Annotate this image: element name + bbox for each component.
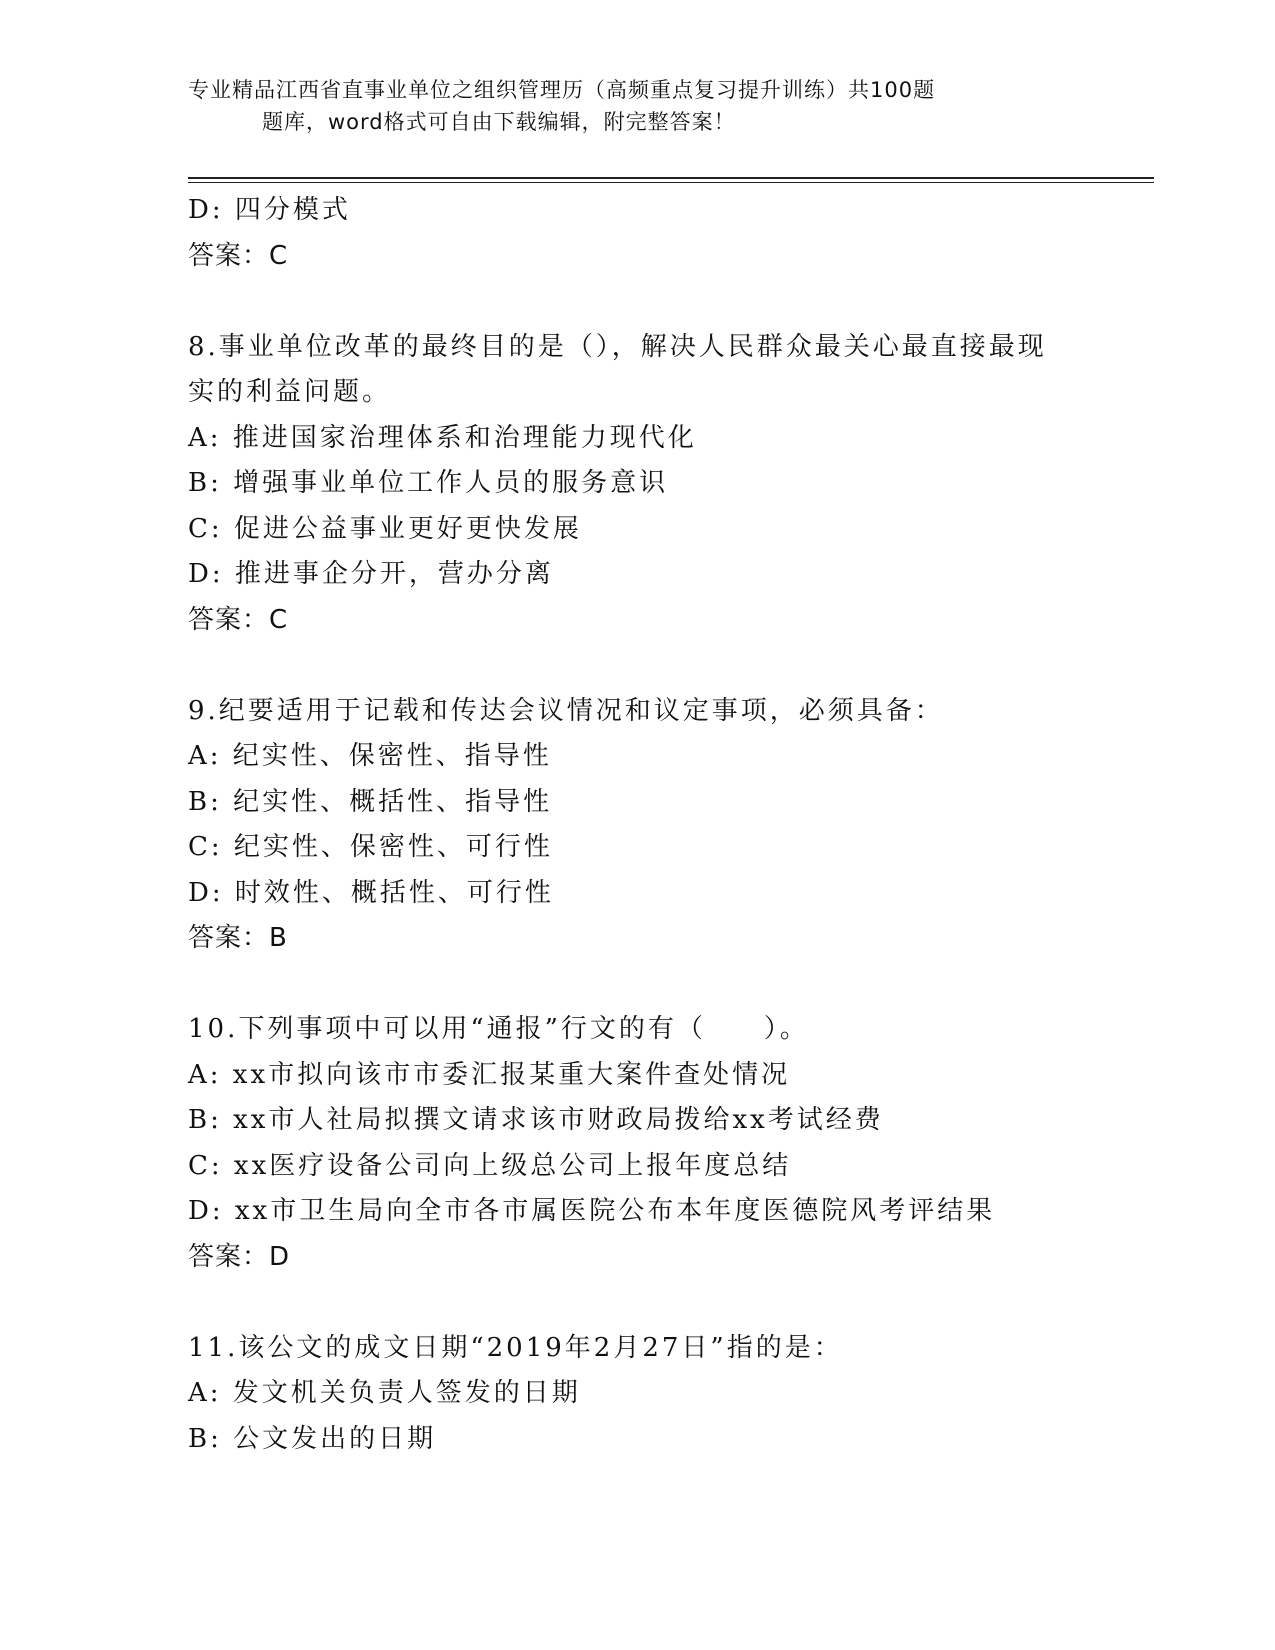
question-block-11 — [188, 1326, 1088, 1463]
header-divider — [188, 177, 1154, 183]
option-a: A: 发文机关负责人签发的日期 — [188, 1378, 581, 1408]
answer-line: 答案：C — [188, 604, 289, 635]
answer-line: 答案：B — [188, 923, 288, 953]
spacer — [188, 279, 1088, 325]
option-d: D: 四分模式 — [188, 195, 351, 225]
option-b: B: xx市人社局拟撰文请求该市财政局拨给xx考试经费 — [188, 1105, 884, 1135]
option-c: C: xx医疗设备公司向上级总公司上报年度总结 — [188, 1150, 792, 1181]
page-header — [188, 74, 1088, 138]
spacer — [188, 643, 1088, 689]
question-stem: 11.该公文的成文日期“2019年2月27日”指的是： — [188, 1332, 843, 1363]
answer-line: 答案：D — [188, 1241, 291, 1272]
header-title-line1: 专业精品江西省直事业单位之组织管理历（高频重点复习提升训练）共100题 — [188, 78, 936, 102]
question-stem: 9.纪要适用于记载和传达会议情况和议定事项，必须具备： — [188, 695, 944, 726]
option-c: C: 促进公益事业更好更快发展 — [188, 513, 582, 544]
question-stem: 8.事业单位改革的最终目的是（），解决人民群众最关心最直接最现 — [188, 331, 1047, 362]
option-c: C: 纪实性、保密性、可行性 — [188, 832, 553, 862]
option-b: B: 纪实性、概括性、指导性 — [188, 786, 553, 817]
question-block-10 — [188, 1007, 1088, 1280]
option-d: D: xx市卫生局向全市各市属医院公布本年度医德院风考评结果 — [188, 1196, 996, 1226]
question-block-8 — [188, 325, 1088, 644]
option-b: B: 增强事业单位工作人员的服务意识 — [188, 468, 669, 498]
option-d: D: 推进事企分开，营办分离 — [188, 559, 554, 589]
question-stem: 10.下列事项中可以用“通报”行文的有（ ）。 — [188, 1014, 809, 1044]
option-a: A: 推进国家治理体系和治理能力现代化 — [188, 422, 697, 453]
question-stem-continued: 实的利益问题。 — [188, 377, 392, 407]
option-b: B: 公文发出的日期 — [188, 1423, 437, 1454]
question-list — [188, 188, 1088, 1462]
option-a: A: xx市拟向该市市委汇报某重大案件查处情况 — [188, 1059, 791, 1090]
header-title-line2: 题库，word格式可自由下载编辑，附完整答案！ — [262, 110, 736, 134]
spacer — [188, 1280, 1088, 1326]
question-block-9 — [188, 689, 1088, 962]
option-a: A: 纪实性、保密性、指导性 — [188, 741, 552, 771]
option-d: D: 时效性、概括性、可行性 — [188, 877, 554, 908]
answer-line: 答案：C — [188, 240, 289, 271]
spacer — [188, 962, 1088, 1008]
question-block-7-tail — [188, 188, 1088, 279]
